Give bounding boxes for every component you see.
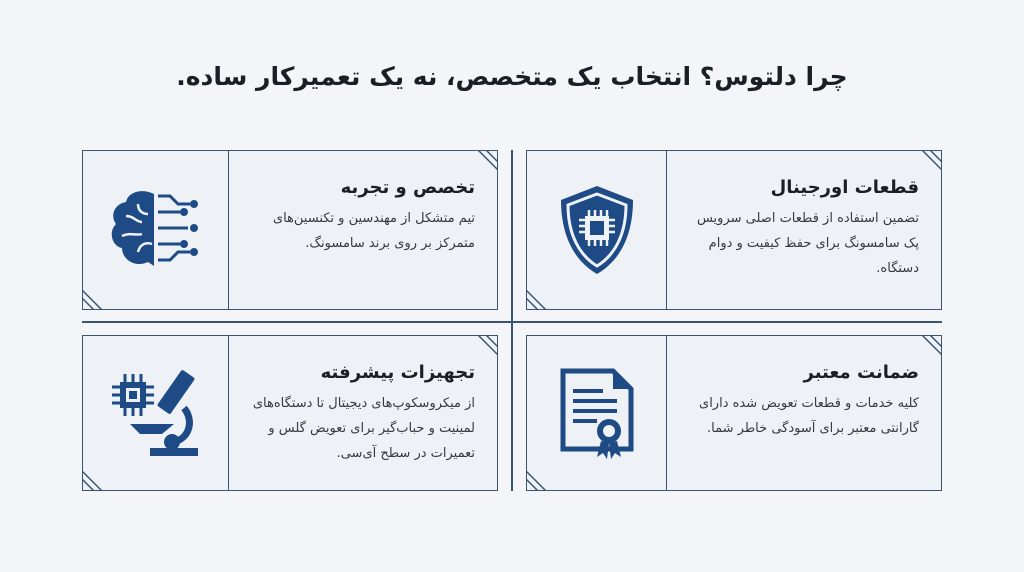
corner-decoration bbox=[526, 288, 548, 310]
corner-decoration bbox=[920, 335, 942, 357]
corner-decoration bbox=[476, 150, 498, 172]
microscope-chip-icon bbox=[83, 336, 229, 490]
corner-decoration bbox=[82, 469, 104, 491]
card-equipment bbox=[82, 335, 498, 491]
card-text: کلیه خدمات و قطعات تعویض شده دارای گارانتی معتبر برای آسودگی خاطر شما. bbox=[699, 396, 919, 436]
divider-horizontal bbox=[82, 321, 942, 323]
card-title: ضمانت معتبر bbox=[803, 362, 919, 383]
card-title: تخصص و تجربه bbox=[340, 177, 475, 198]
corner-decoration bbox=[920, 150, 942, 172]
card-warranty bbox=[526, 335, 942, 491]
corner-decoration bbox=[526, 469, 548, 491]
card-original-parts bbox=[526, 150, 942, 310]
brain-circuit-icon bbox=[83, 151, 229, 309]
card-title: تجهیزات پیشرفته bbox=[320, 362, 475, 383]
page-title: چرا دلتوس؟ انتخاب یک متخصص، نه یک تعمیرکار ساده. bbox=[176, 62, 848, 91]
card-text: تیم متشکل از مهندسین و تکنسین‌های متمرکز بر روی برند سامسونگ. bbox=[272, 211, 475, 251]
card-title: قطعات اورجینال bbox=[770, 177, 919, 198]
card-text: تضمین استفاده از قطعات اصلی سرویس پک سامسونگ برای حفظ کیفیت و دوام دستگاه. bbox=[696, 211, 919, 276]
corner-decoration bbox=[476, 335, 498, 357]
shield-chip-icon bbox=[527, 151, 667, 309]
certificate-icon bbox=[527, 336, 667, 490]
card-expertise bbox=[82, 150, 498, 310]
corner-decoration bbox=[82, 288, 104, 310]
card-text: از میکروسکوپ‌های دیجیتال تا دستگاه‌های لمینیت و حباب‌گیر برای تعویض گلس و تعمیرات در سطح آی‌سی. bbox=[252, 396, 475, 461]
